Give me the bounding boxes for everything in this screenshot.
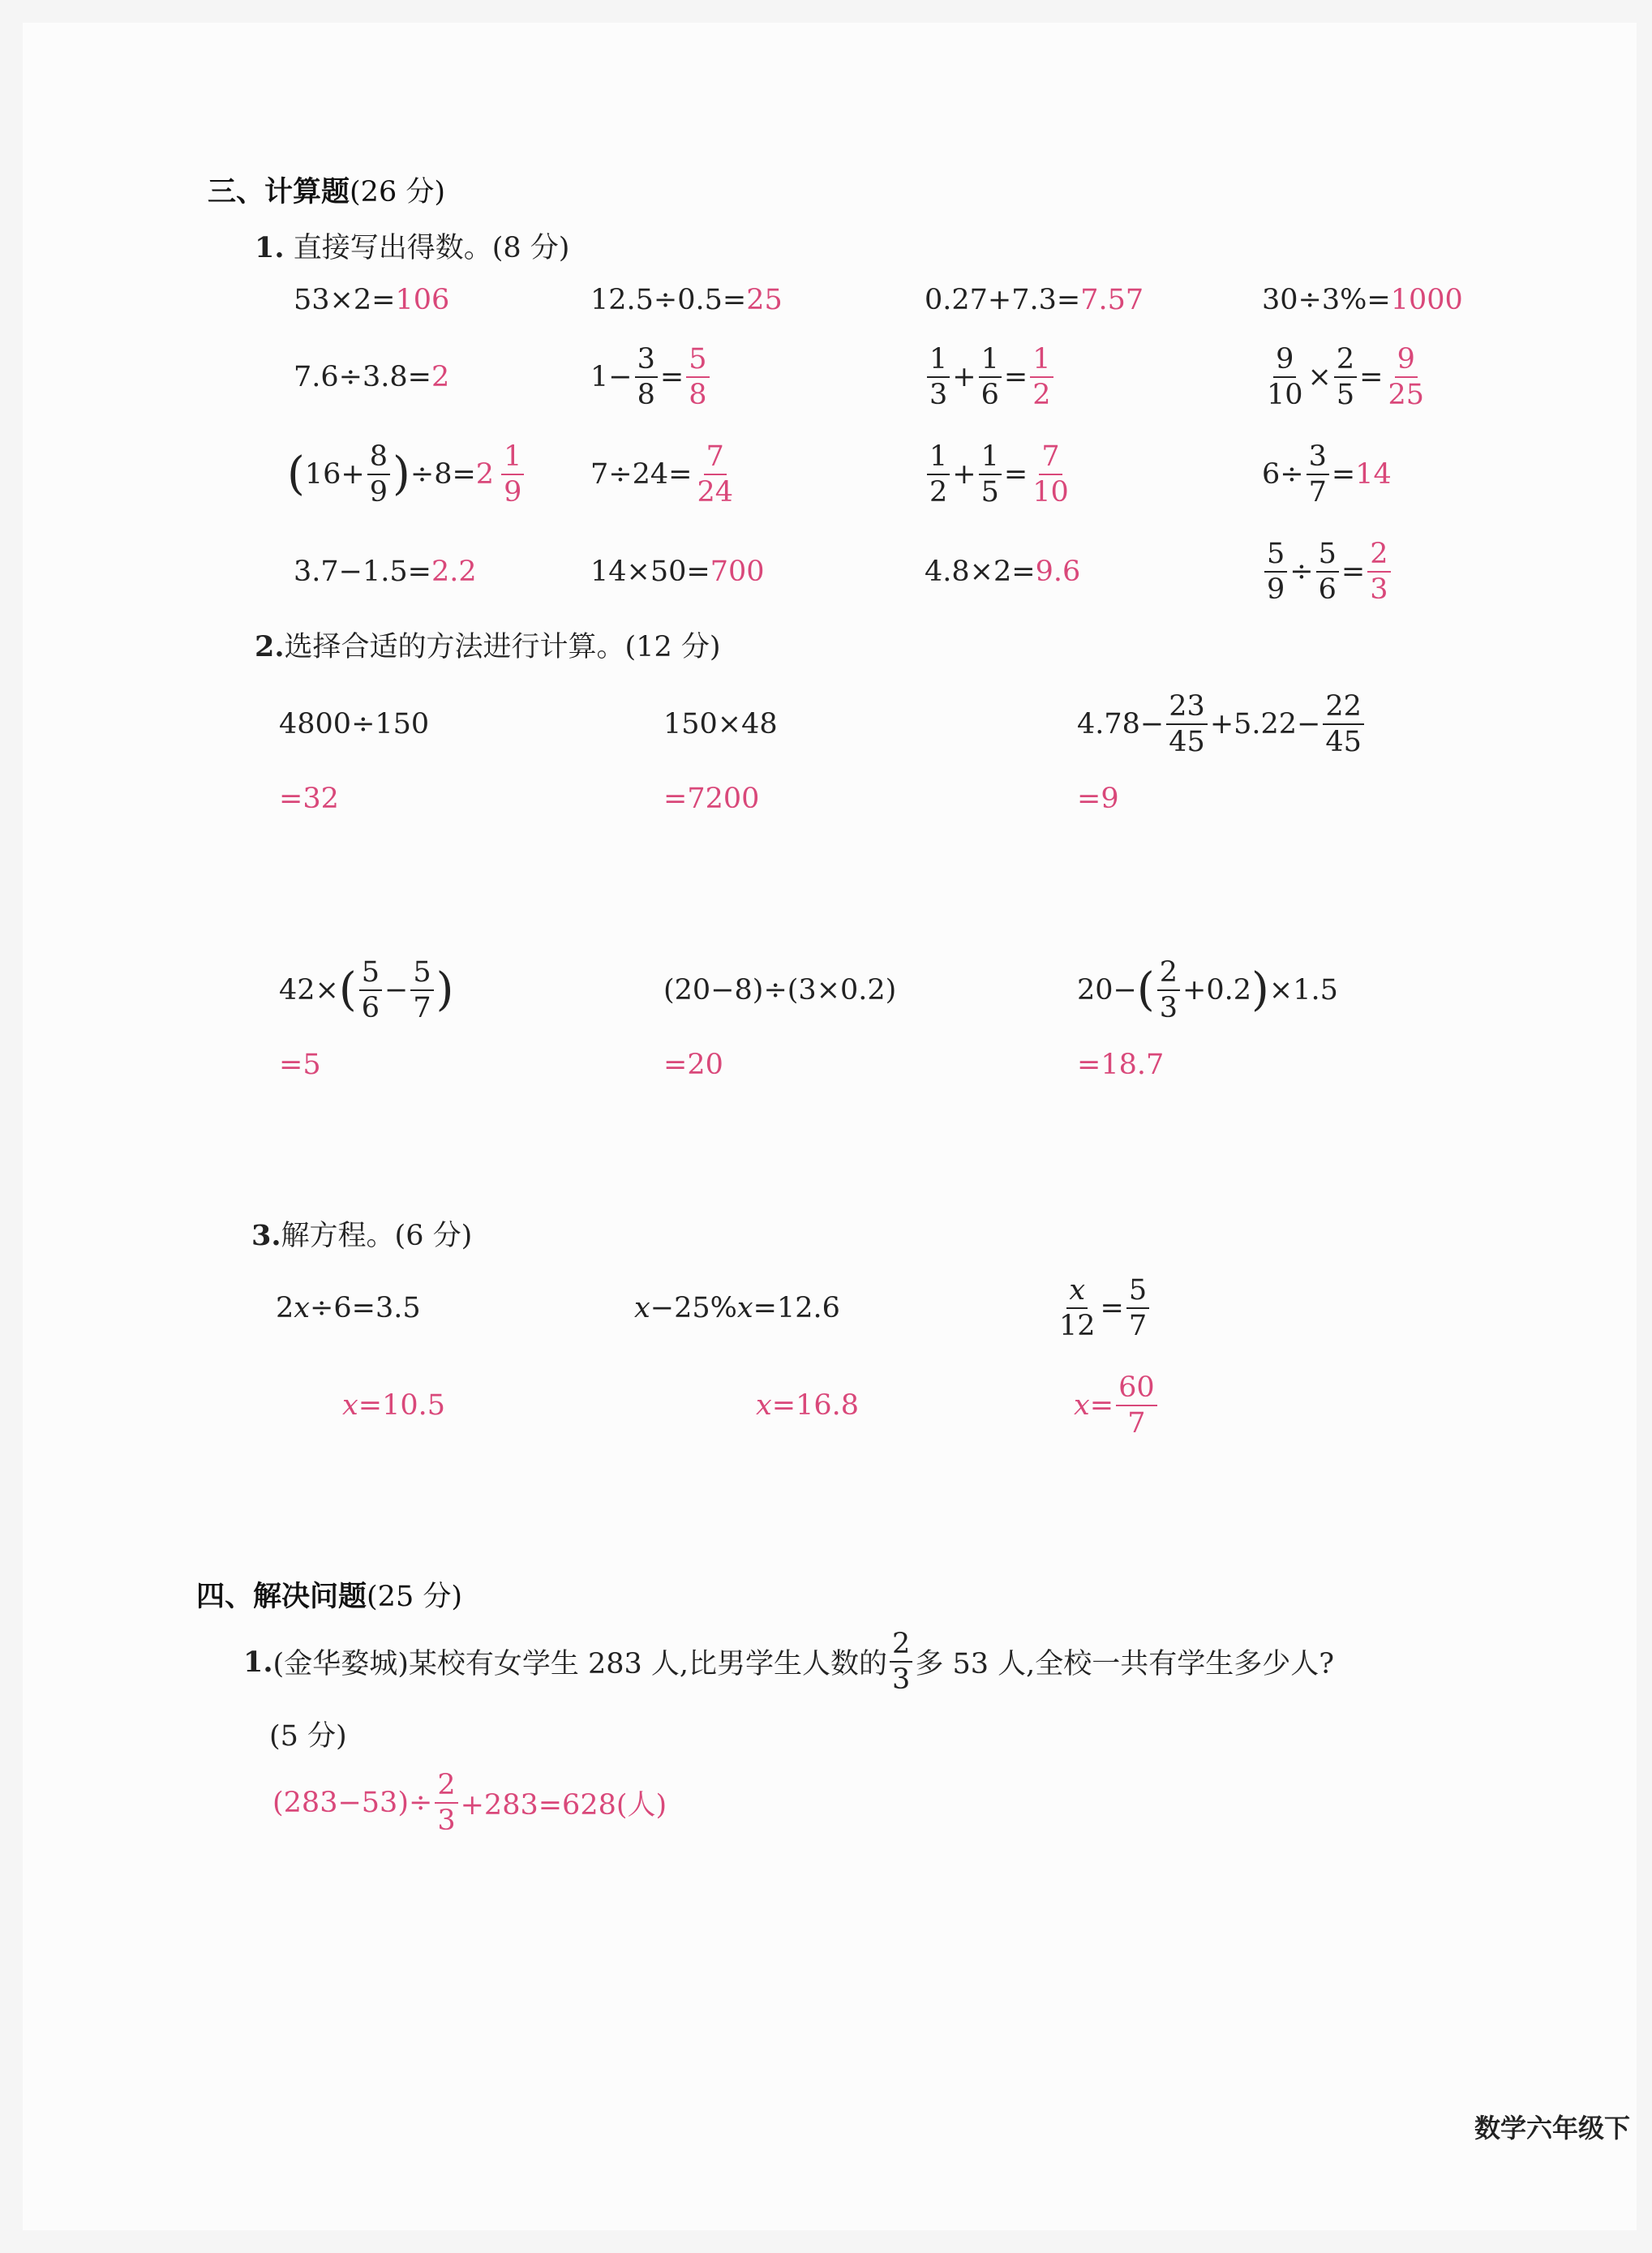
section-4-score: (25 分)	[367, 1581, 462, 1613]
q2-answer-6: =18.7	[1077, 1049, 1165, 1081]
answer: 9.6	[1035, 556, 1081, 588]
answer: 106	[395, 284, 450, 316]
fraction: $\frac{2}{5}$	[1334, 345, 1357, 410]
answer: 2	[431, 361, 450, 393]
q2-answer-2: =7200	[663, 783, 760, 815]
q3-label: 3.	[251, 1219, 281, 1252]
section-3-title: 三、计算题	[208, 176, 350, 208]
word-problem-1-points: (5 分)	[269, 1720, 347, 1753]
fraction: $\frac{1}{2}$	[927, 442, 950, 508]
q2-problem-2: 150×48	[663, 708, 778, 740]
fraction: $\frac{1}{6}$	[979, 345, 1002, 410]
fraction: $\frac{9}{10}$	[1267, 342, 1303, 411]
q1-item-a3: 0.27+7.3= 7.57	[925, 284, 1144, 316]
q1-item-a4: 30÷3%= 1000	[1262, 284, 1463, 316]
fraction: $\frac{8}{9}$	[367, 442, 390, 508]
answer: 1000	[1390, 284, 1463, 316]
q1-item-c3: $\frac{1}{2}$ + $\frac{1}{5}$ = $\frac{7}{10}$	[925, 438, 1074, 511]
q3-heading	[251, 1221, 472, 1251]
section-4-title: 四、解决问题	[196, 1581, 367, 1613]
answer: 2.2	[431, 556, 477, 588]
answer: 700	[710, 556, 765, 588]
fraction: $\frac{5}{6}$	[359, 958, 382, 1024]
q1-item-c1: ( 16+ $\frac{8}{9}$ ) ÷8= 2 $\frac{1}{9}$	[287, 438, 526, 511]
q1-item-d2: 14×50= 700	[590, 556, 765, 588]
fraction: $\frac{2}{3}$	[1157, 958, 1180, 1024]
q2-problem-5: (20−8)÷(3×0.2)	[663, 974, 897, 1006]
q1-item-b1: 7.6÷3.8= 2	[294, 361, 450, 393]
fraction: $\frac{22}{45}$	[1323, 692, 1364, 757]
q1-label: 1.	[255, 231, 285, 264]
fraction: $\frac{5}{9}$	[1264, 539, 1287, 605]
q2-label: 2.	[255, 630, 285, 663]
q2-answer-5: =20	[663, 1049, 723, 1081]
answer-fraction: $\frac{5}{8}$	[686, 345, 709, 410]
q3-equation-3: $\frac{x}{12}$ = $\frac{5}{7}$	[1054, 1272, 1152, 1345]
answer-fraction: $\frac{7}{10}$	[1032, 440, 1069, 509]
answer-fraction: $\frac{2}{3}$	[1367, 539, 1390, 605]
answer-fraction: $\frac{2}{3}$	[435, 1770, 457, 1836]
answer-fraction: $\frac{1}{9}$	[501, 442, 524, 508]
answer-fraction: $\frac{1}{2}$	[1030, 345, 1053, 410]
fraction: $\frac{1}{3}$	[927, 345, 950, 410]
fraction: $\frac{3}{8}$	[635, 345, 658, 410]
q3-answer-3: x = $\frac{60}{7}$	[1074, 1369, 1160, 1442]
q3-text: 解方程。(6 分)	[281, 1220, 473, 1252]
q2-problem-4: 42× ( $\frac{5}{6}$ − $\frac{5}{7}$ )	[279, 955, 454, 1024]
q2-text: 选择合适的方法进行计算。(12 分)	[284, 631, 721, 663]
word-problem-1-answer: (283−53)÷ $\frac{2}{3}$ +283=628(人)	[272, 1768, 667, 1837]
fraction: $\frac{5}{7}$	[410, 958, 433, 1024]
q2-answer-1: =32	[279, 783, 339, 815]
q1-item-b3: $\frac{1}{3}$ + $\frac{1}{6}$ = $\frac{1}{2}$	[925, 341, 1056, 414]
q3-answer-2: x =16.8	[756, 1389, 860, 1422]
q3-equation-2: x −25% x =12.6	[634, 1292, 840, 1324]
q1-item-b4: $\frac{9}{10}$ × $\frac{2}{5}$ = $\frac{9}{25}$	[1262, 341, 1429, 414]
fraction: $\frac{5}{6}$	[1316, 539, 1339, 605]
q1-item-d3: 4.8×2= 9.6	[925, 556, 1081, 588]
q1-item-c4: 6÷ $\frac{3}{7}$ = 14	[1262, 440, 1392, 509]
fraction: $\frac{2}{3}$	[890, 1629, 912, 1695]
q2-problem-3: 4.78− $\frac{23}{45}$ +5.22− $\frac{22}{45}$	[1077, 688, 1367, 761]
q3-answer-1: x =10.5	[342, 1389, 446, 1422]
section-4-heading	[196, 1583, 462, 1611]
q1-heading	[255, 231, 570, 264]
section-3-score: (26 分)	[350, 176, 445, 208]
answer: 25	[746, 284, 783, 316]
worksheet-page	[23, 23, 1637, 2230]
q2-answer-3: =9	[1077, 783, 1119, 815]
answer-fraction: $\frac{60}{7}$	[1116, 1373, 1157, 1439]
word-problem-1: 1. (金华婺城)某校有女学生 283 人,比男学生人数的 $\frac{2}{3}$ 多 53 人,全校一共有学生多少人?	[243, 1627, 1335, 1696]
q2-problem-6: 20− ( $\frac{2}{3}$ +0.2 ) ×1.5	[1077, 955, 1338, 1024]
answer: 7.57	[1080, 284, 1144, 316]
fraction: $\frac{1}{5}$	[979, 442, 1002, 508]
q1-item-b2: 1− $\frac{3}{8}$ = $\frac{5}{8}$	[590, 341, 712, 414]
answer-whole: 2	[475, 458, 495, 491]
q1-item-d4: $\frac{5}{9}$ ÷ $\frac{5}{6}$ = $\frac{2}{3}$	[1262, 535, 1393, 608]
q1-item-c2: 7÷24= $\frac{7}{24}$	[590, 438, 738, 511]
q3-equation-1: 2 x ÷6=3.5	[276, 1292, 421, 1324]
q1-text: 直接写出得数。(8 分)	[293, 232, 570, 264]
q2-heading	[255, 630, 721, 663]
section-3-heading	[208, 178, 445, 207]
q1-item-a2: 12.5÷0.5= 25	[590, 284, 783, 316]
q1-item-a1: 53×2= 106	[294, 284, 450, 316]
fraction: $\frac{23}{45}$	[1166, 692, 1208, 757]
q2-problem-1: 4800÷150	[279, 708, 430, 740]
fraction: $\frac{5}{7}$	[1126, 1276, 1149, 1341]
answer-fraction: $\frac{7}{24}$	[697, 440, 734, 509]
page-footer: 数学六年级下	[1474, 2113, 1631, 2144]
fraction: $\frac{3}{7}$	[1307, 442, 1329, 508]
answer-fraction: $\frac{9}{25}$	[1388, 342, 1425, 411]
answer: 14	[1355, 458, 1392, 491]
q2-answer-4: =5	[279, 1049, 321, 1081]
q1-item-d1: 3.7−1.5= 2.2	[294, 556, 477, 588]
fraction: $\frac{x}{12}$	[1059, 1273, 1096, 1342]
